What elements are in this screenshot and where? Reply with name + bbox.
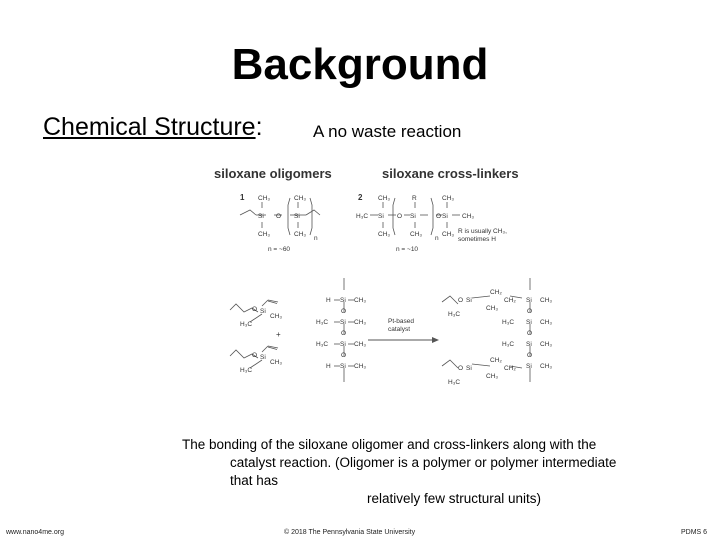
svg-text:CH₃: CH₃ (258, 195, 271, 202)
svg-text:O: O (276, 213, 282, 220)
subheading-text: Chemical Structure (43, 113, 256, 141)
svg-text:O: O (436, 213, 442, 220)
svg-text:O: O (458, 365, 464, 372)
catalyst-line1: Pt-based (388, 318, 415, 325)
svg-text:Si: Si (260, 308, 266, 315)
svg-text:Si: Si (466, 365, 472, 372)
footer-slide-number: PDMS 6 (681, 529, 708, 536)
svg-text:CH₃: CH₃ (378, 231, 391, 238)
caption-line1: The bonding of the siloxane oligomer and cross-linkers along with the (182, 437, 597, 452)
svg-text:CH₃: CH₃ (540, 319, 553, 326)
svg-text:CH₃: CH₃ (378, 195, 391, 202)
caption-line3: relatively few structural units) (367, 491, 542, 506)
svg-text:CH₂: CH₂ (490, 289, 502, 296)
svg-text:R: R (412, 195, 417, 202)
plus-sign: + (276, 330, 281, 339)
svg-text:Si: Si (340, 319, 346, 326)
reaction-arrowhead (432, 337, 439, 343)
svg-text:O: O (397, 213, 403, 220)
subheading (43, 113, 263, 142)
svg-text:Si: Si (258, 213, 264, 220)
svg-text:O: O (458, 297, 464, 304)
svg-text:O: O (252, 306, 258, 313)
svg-text:O: O (252, 352, 258, 359)
svg-text:Si: Si (378, 213, 384, 220)
svg-text:H₃C: H₃C (316, 341, 329, 348)
reactant-atoms (240, 306, 282, 374)
svg-text:O: O (341, 308, 347, 315)
r-note-line2: sometimes H (458, 236, 496, 243)
figure-caption (150, 436, 630, 508)
r-note-line1: R is usually CH₃, (458, 228, 507, 235)
svg-text:H₃C: H₃C (356, 213, 369, 220)
svg-text:O: O (341, 330, 347, 337)
svg-text:H₃C: H₃C (502, 341, 515, 348)
catalyst-line2: catalyst (388, 326, 411, 333)
svg-text:O: O (341, 352, 347, 359)
chemical-structure-figure (210, 160, 570, 410)
svg-text:n: n (435, 235, 439, 242)
caption-line2: catalyst reaction. (Oligomer is a polymer or polymer intermediate that has (230, 455, 617, 488)
svg-text:H₃C: H₃C (240, 321, 253, 328)
reaction-note: A no waste reaction (313, 122, 462, 141)
label-1: 1 (240, 193, 245, 202)
svg-text:H₃C: H₃C (448, 311, 461, 318)
subheading-colon: : (255, 113, 263, 141)
svg-text:CH₃: CH₃ (410, 231, 423, 238)
product-atoms (448, 289, 552, 386)
slide-title: Background (231, 40, 489, 89)
svg-text:CH₃: CH₃ (270, 359, 283, 366)
svg-text:Si: Si (526, 341, 532, 348)
svg-text:H₃C: H₃C (502, 319, 515, 326)
svg-text:CH₃: CH₃ (354, 363, 367, 370)
svg-text:O: O (527, 330, 533, 337)
svg-text:Si: Si (410, 213, 416, 220)
middle-chain-atoms (316, 297, 366, 370)
svg-text:Si: Si (442, 213, 448, 220)
svg-text:CH₃: CH₃ (486, 305, 499, 312)
svg-text:CH₂: CH₂ (504, 297, 516, 304)
svg-text:CH₃: CH₃ (442, 195, 455, 202)
svg-text:CH₃: CH₃ (354, 297, 367, 304)
svg-text:CH₃: CH₃ (486, 373, 499, 380)
svg-text:CH₃: CH₃ (270, 313, 283, 320)
svg-text:Si: Si (340, 297, 346, 304)
svg-text:H₃C: H₃C (316, 319, 329, 326)
svg-text:CH₃: CH₃ (540, 341, 553, 348)
svg-text:CH₂: CH₂ (504, 365, 516, 372)
svg-text:CH₃: CH₃ (354, 319, 367, 326)
svg-text:Si: Si (526, 319, 532, 326)
svg-text:CH₃: CH₃ (540, 363, 553, 370)
product-structure (442, 278, 533, 382)
oligomer-n-value: n = ~60 (268, 246, 291, 253)
svg-text:Si: Si (294, 213, 300, 220)
svg-text:H₃C: H₃C (240, 367, 253, 374)
svg-text:H₃C: H₃C (448, 379, 461, 386)
footer-copyright: © 2018 The Pennsylvania State University (284, 529, 416, 536)
svg-text:Si: Si (466, 297, 472, 304)
svg-text:CH₃: CH₃ (258, 231, 271, 238)
svg-text:Si: Si (340, 363, 346, 370)
svg-text:n: n (314, 235, 318, 242)
svg-text:O: O (527, 352, 533, 359)
svg-text:CH₃: CH₃ (442, 231, 455, 238)
svg-text:H: H (326, 297, 331, 304)
figure-heading-crosslinkers: siloxane cross-linkers (382, 166, 519, 181)
svg-text:CH₃: CH₃ (294, 195, 307, 202)
crosslinker-n-value: n = ~10 (396, 246, 419, 253)
footer-website: www.nano4me.org (6, 529, 64, 536)
svg-text:CH₃: CH₃ (354, 341, 367, 348)
svg-text:Si: Si (526, 363, 532, 370)
svg-text:Si: Si (260, 354, 266, 361)
figure-heading-oligomers: siloxane oligomers (214, 166, 332, 181)
svg-text:CH₃: CH₃ (540, 297, 553, 304)
svg-text:CH₃: CH₃ (462, 213, 475, 220)
svg-text:Si: Si (526, 297, 532, 304)
svg-text:H: H (326, 363, 331, 370)
svg-text:CH₂: CH₂ (490, 357, 502, 364)
label-2: 2 (358, 193, 363, 202)
svg-text:CH₃: CH₃ (294, 231, 307, 238)
svg-text:Si: Si (340, 341, 346, 348)
svg-text:O: O (527, 308, 533, 315)
